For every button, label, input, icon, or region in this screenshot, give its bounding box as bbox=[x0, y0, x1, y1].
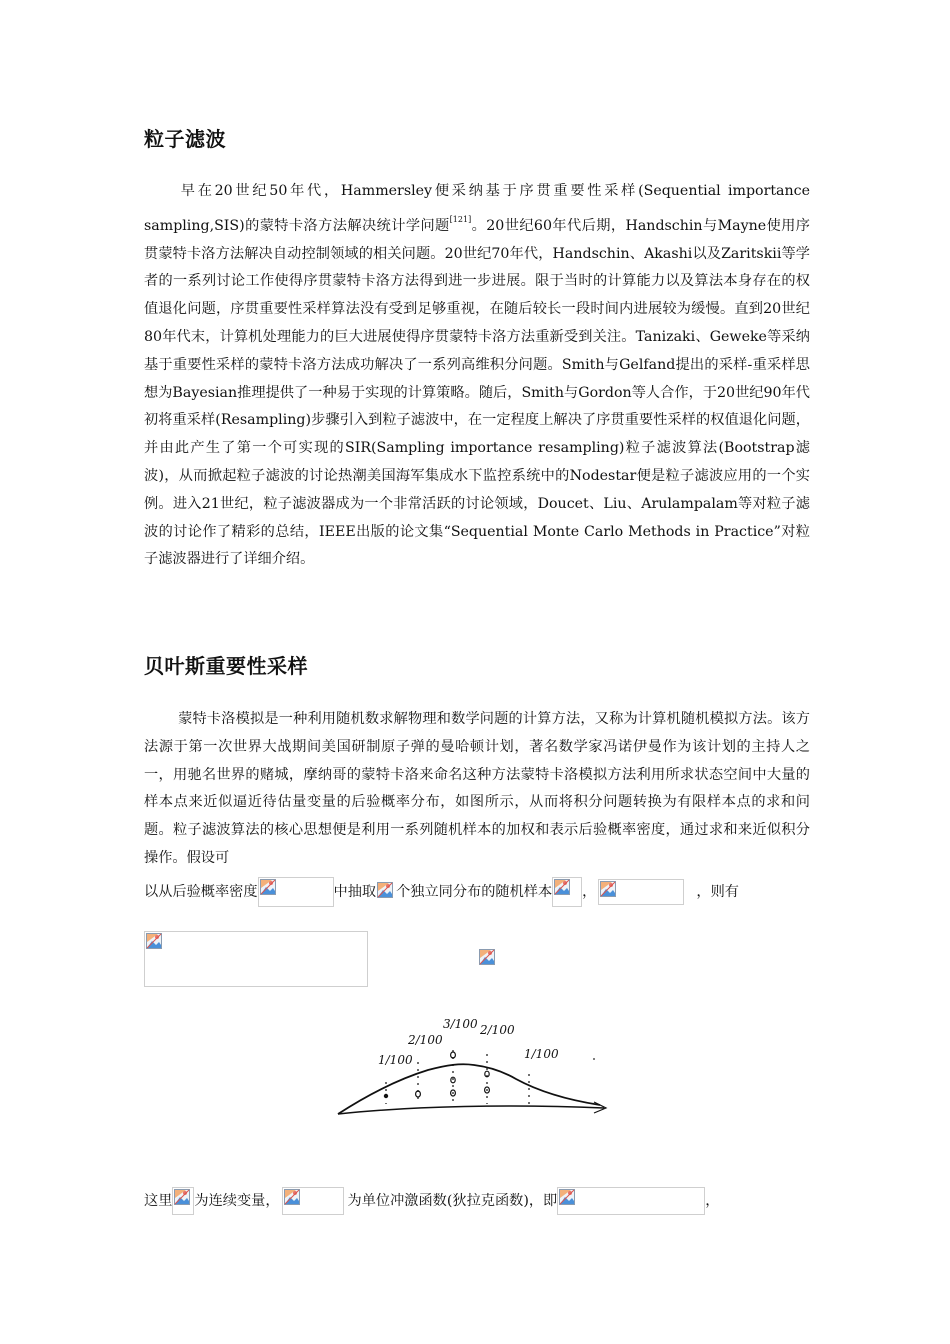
formula-image-small bbox=[478, 948, 496, 968]
formula-image-x bbox=[172, 1187, 194, 1215]
formula-image-posterior-approximation bbox=[144, 931, 368, 987]
broken-image-icon bbox=[554, 879, 570, 895]
weight-label-4: 2/100 bbox=[480, 1023, 515, 1037]
broken-image-icon bbox=[146, 933, 162, 949]
line-text: 个独立同分布的随机样本 bbox=[396, 884, 553, 900]
broken-image-icon bbox=[600, 881, 616, 897]
broken-image-icon bbox=[377, 882, 393, 898]
formula-image-index-range bbox=[598, 879, 684, 905]
line-text: 这里 bbox=[144, 1193, 173, 1209]
line-text: 中抽取 bbox=[333, 884, 377, 900]
weight-label-2: 2/100 bbox=[408, 1033, 443, 1047]
paragraph-text: 早在20世纪50年代，Hammersley便采纳基于序贯重要性采样(Sequential importance sampling,SIS)的蒙特卡洛方法解决统计学问题 bbox=[144, 183, 810, 234]
line-text: 为单位冲激函数(狄拉克函数)，即 bbox=[347, 1193, 558, 1209]
baseline-axis bbox=[338, 1106, 604, 1114]
citation-marker: [121] bbox=[449, 214, 472, 224]
paragraph-text: 蒙特卡洛模拟是一种利用随机数求解物理和数学问题的计算方法，又称为计算机随机模拟方法。该方法源于第一次世界大战期间美国研制原子弹的曼哈顿计划，著名数学家冯诺伊曼作为该计划的主持人之一，用驰名世界的赌城，摩纳哥的蒙特卡洛来命名这种方法蒙特卡洛模拟方法利用所求状态空间中大量的样本点来近似逼近待估量变量的后验概率分布，如图所示，从而将积分问题转换为有限样本点的求和问题。粒子滤波算法的核心思想便是利用一系列随机样本的加权和表示后验概率密度，通过求和来近似积分操作。假设可 bbox=[144, 711, 810, 866]
inline-formula-line-last bbox=[144, 1186, 719, 1216]
formula-image-delta bbox=[282, 1187, 344, 1215]
line-text: 为连续变量， bbox=[194, 1193, 280, 1209]
broken-image-icon bbox=[284, 1189, 300, 1205]
broken-image-icon bbox=[479, 949, 495, 965]
weight-label-1: 1/100 bbox=[378, 1053, 413, 1067]
line-text: ， bbox=[705, 1193, 720, 1209]
broken-image-icon bbox=[559, 1189, 575, 1205]
formula-image-posterior-density bbox=[258, 877, 334, 907]
particle-column-2 bbox=[416, 1062, 421, 1104]
particle-distribution-sketch bbox=[332, 1012, 612, 1124]
paragraph-particle-filter-history bbox=[144, 178, 810, 574]
section-heading-bayesian-importance-sampling: 贝叶斯重要性采样 bbox=[144, 654, 308, 678]
particle-column-4 bbox=[485, 1054, 490, 1104]
paragraph-monte-carlo bbox=[144, 706, 810, 873]
paragraph-text-continued: 。20世纪60年代后期，Handschin与Mayne使用序贯蒙特卡洛方法解决自动控制领域的相关问题。20世纪70年代，Handschin、Akashi以及Zaritskii等学者的一系列讨论工作使得序贯蒙特卡洛方法得到进一步进展。限于当时的计算能力以及算法本身存在的权值退化问题，序贯重要性采样算法没有受到足够重视，在随后较长一段时间内进展较为缓慢。直到20世纪80年代末，计算机处理能力的巨大进展使得序贯蒙特卡洛方法重新受到关注。Tanizaki、Geweke等采纳基于重要性采样的蒙特卡洛方法成功解决了一系列高维积分问题。Smith与Gelfand提出的采样-重采样思想为Bayesian推理提供了一种易于实现的计算策略。随后，Smith与Gordon等人合作，于20世纪90年代初将重采样(Resampling)步骤引入到粒子滤波中，在一定程度上解决了序贯重要性采样的权值退化问题，并由此产生了第一个可实现的SIR(Sampling importance resampling)粒子滤波算法(Bootstrap滤波)，从而掀起粒子滤波的讨论热潮美国海军集成水下监控系统中的Nodestar便是粒子滤波应用的一个实例。进入21世纪，粒子滤波器成为一个非常活跃的讨论领域，Doucet、Liu、Arulampalam等对粒子滤波的讨论作了精彩的总结，IEEE出版的论文集“Sequential Monte Carlo Methods in Practice”对粒子滤波器进行了详细介绍。 bbox=[144, 217, 810, 568]
broken-image-icon bbox=[174, 1189, 190, 1205]
formula-image-dirac-definition bbox=[557, 1187, 705, 1215]
stray-dot bbox=[593, 1058, 595, 1060]
weight-label-5: 1/100 bbox=[524, 1047, 559, 1061]
particle-column-3 bbox=[451, 1050, 456, 1104]
formula-image-samples bbox=[552, 877, 582, 907]
line-text: ，则有 bbox=[696, 884, 739, 900]
line-text: 以从后验概率密度 bbox=[144, 884, 258, 900]
broken-image-icon bbox=[260, 879, 276, 895]
section-heading-particle-filter: 粒子滤波 bbox=[144, 127, 226, 151]
weight-label-3: 3/100 bbox=[443, 1017, 478, 1031]
inline-formula-line bbox=[144, 877, 739, 907]
formula-image-n bbox=[376, 881, 396, 903]
line-text: ， bbox=[582, 884, 597, 900]
